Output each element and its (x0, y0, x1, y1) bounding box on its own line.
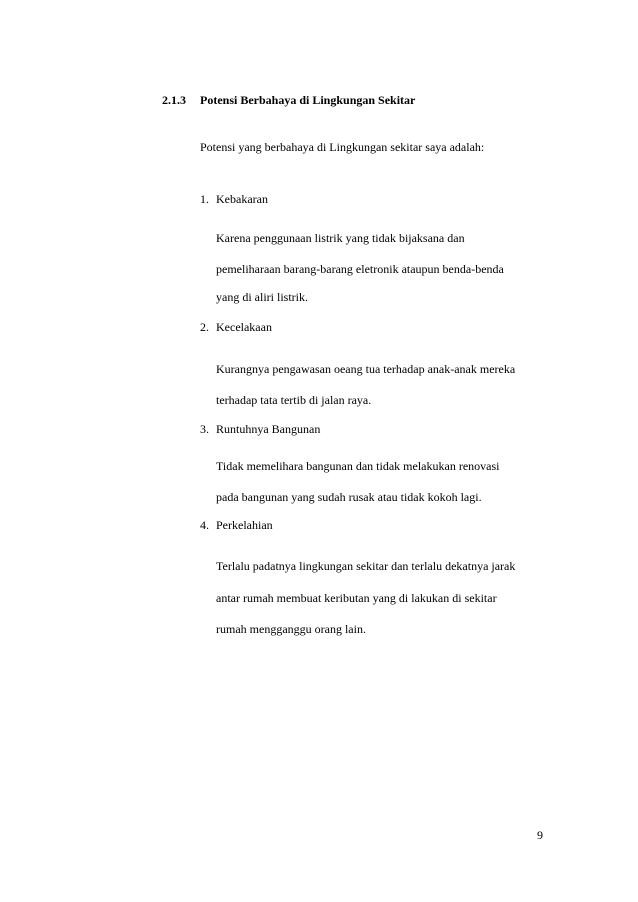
list-item-description-line: antar rumah membuat keributan yang di lakukan di sekitar (216, 591, 497, 605)
list-item-description-line: pemeliharaan barang-barang eletronik ataupun benda-benda (216, 262, 504, 276)
list-item-description-line: pada bangunan yang sudah rusak atau tidak kokoh lagi. (216, 490, 482, 504)
list-item-number: 3. (200, 422, 209, 436)
list-item-number: 2. (200, 320, 209, 334)
list-item-title: Kebakaran (216, 192, 268, 206)
list-item-number: 1. (200, 192, 209, 206)
section-title: Potensi Berbahaya di Lingkungan Sekitar (200, 93, 416, 107)
list-item-description-line: Tidak memelihara bangunan dan tidak melakukan renovasi (216, 459, 500, 473)
intro-paragraph: Potensi yang berbahaya di Lingkungan sekitar saya adalah: (200, 140, 485, 154)
list-item-description-line: Kurangnya pengawasan oeang tua terhadap anak-anak mereka (216, 362, 516, 376)
page-number: 9 (537, 828, 543, 842)
list-item-description-line: Karena penggunaan listrik yang tidak bijaksana dan (216, 231, 465, 245)
list-item-title: Perkelahian (216, 518, 273, 532)
list-item-description-line: rumah mengganggu orang lain. (216, 622, 366, 636)
section-number: 2.1.3 (162, 93, 186, 107)
list-item-description-line: Terlalu padatnya lingkungan sekitar dan terlalu dekatnya jarak (216, 559, 516, 573)
list-item-title: Runtuhnya Bangunan (216, 422, 321, 436)
list-item-description-line: terhadap tata tertib di jalan raya. (216, 393, 372, 407)
list-item-number: 4. (200, 518, 209, 532)
list-item-title: Kecelakaan (216, 320, 272, 334)
list-item-description-line: yang di aliri listrik. (216, 290, 308, 304)
